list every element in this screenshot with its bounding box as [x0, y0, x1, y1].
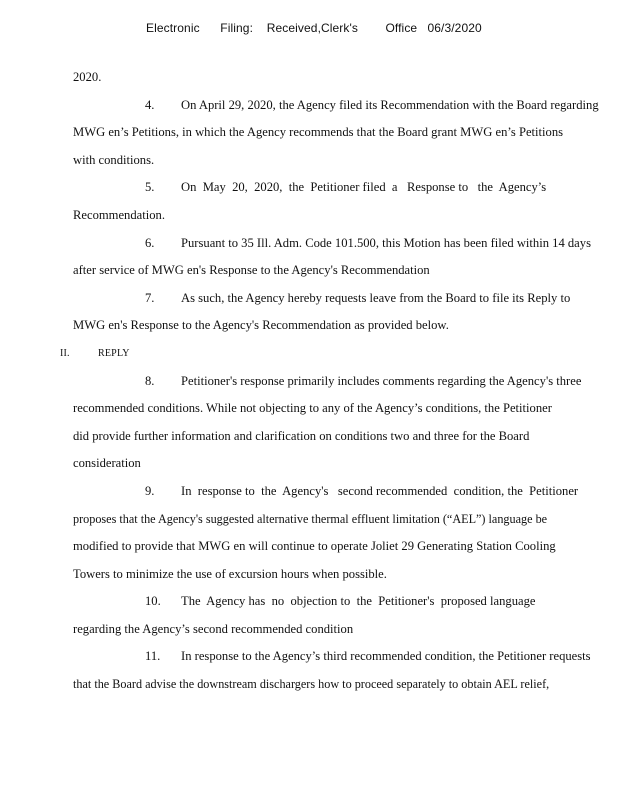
text-line: consideration [73, 456, 141, 471]
paragraph-continuation [73, 64, 573, 92]
text-line: The Agency has no objection to the Petitioner's proposed language [181, 594, 536, 609]
paragraph-number: 9. [145, 483, 155, 498]
paragraph-number: 7. [145, 290, 155, 305]
paragraph-5 [73, 174, 573, 229]
text-line: On April 29, 2020, the Agency filed its Recommendation with the Board regarding [181, 97, 599, 112]
text-line: did provide further information and clarification on conditions two and three for the Board [73, 428, 530, 443]
text-line: that the Board advise the downstream dischargers how to proceed separately to obtain AEL relief, [73, 677, 550, 692]
text-line: modified to provide that MWG en will continue to operate Joliet 29 Generating Station Cooling [73, 539, 556, 554]
paragraph-6 [73, 230, 591, 285]
paragraph-number: 8. [145, 373, 155, 388]
text-line: after service of MWG en's Response to the Agency's Recommendation [73, 263, 430, 278]
text-line: Pursuant to 35 Ill. Adm. Code 101.500, this Motion has been filed within 14 days [181, 235, 591, 250]
text-line: MWG en's Response to the Agency's Recommendation as provided below. [73, 318, 449, 333]
paragraph-number: 4. [145, 97, 155, 112]
paragraph-7 [73, 285, 573, 340]
text-line: Recommendation. [73, 207, 165, 222]
paragraph-number: 5. [145, 180, 155, 195]
text-line: recommended conditions. While not objecting to any of the Agency’s conditions, the Petitioner [73, 401, 552, 416]
text-line: Petitioner's response primarily includes comments regarding the Agency's three [181, 373, 582, 388]
paragraph-number: 11. [145, 649, 161, 664]
paragraph-10 [73, 588, 573, 643]
paragraph-9 [73, 478, 579, 588]
section-title: REPLY [98, 347, 130, 359]
text-line: 2020. [73, 70, 102, 84]
text-line: Towers to minimize the use of excursion hours when possible. [73, 566, 387, 581]
section-heading-reply [60, 340, 573, 368]
text-line: As such, the Agency hereby requests leave from the Board to file its Reply to [181, 290, 571, 305]
text-line: proposes that the Agency's suggested alternative thermal effluent limitation (“AEL”) language be [73, 511, 548, 526]
section-number: II. [60, 347, 70, 359]
document-body [60, 64, 599, 699]
paragraph-number: 10. [145, 594, 161, 609]
text-line: On May 20, 2020, the Petitioner filed a Response to the Agency’s [181, 180, 547, 195]
efiling-header: Electronic Filing: Received,Clerk's Office 06/3/2020 [146, 21, 482, 35]
paragraph-11 [73, 643, 591, 698]
paragraph-8 [73, 368, 582, 478]
paragraph-4 [73, 92, 599, 175]
text-line: In response to the Agency’s third recommended condition, the Petitioner requests [181, 649, 591, 664]
text-line: In response to the Agency's second recommended condition, the Petitioner [181, 483, 579, 498]
paragraph-number: 6. [145, 235, 155, 250]
text-line: regarding the Agency’s second recommended condition [73, 621, 354, 636]
text-line: with conditions. [73, 152, 155, 167]
text-line: MWG en’s Petitions, in which the Agency recommends that the Board grant MWG en’s Petitions [73, 125, 564, 140]
